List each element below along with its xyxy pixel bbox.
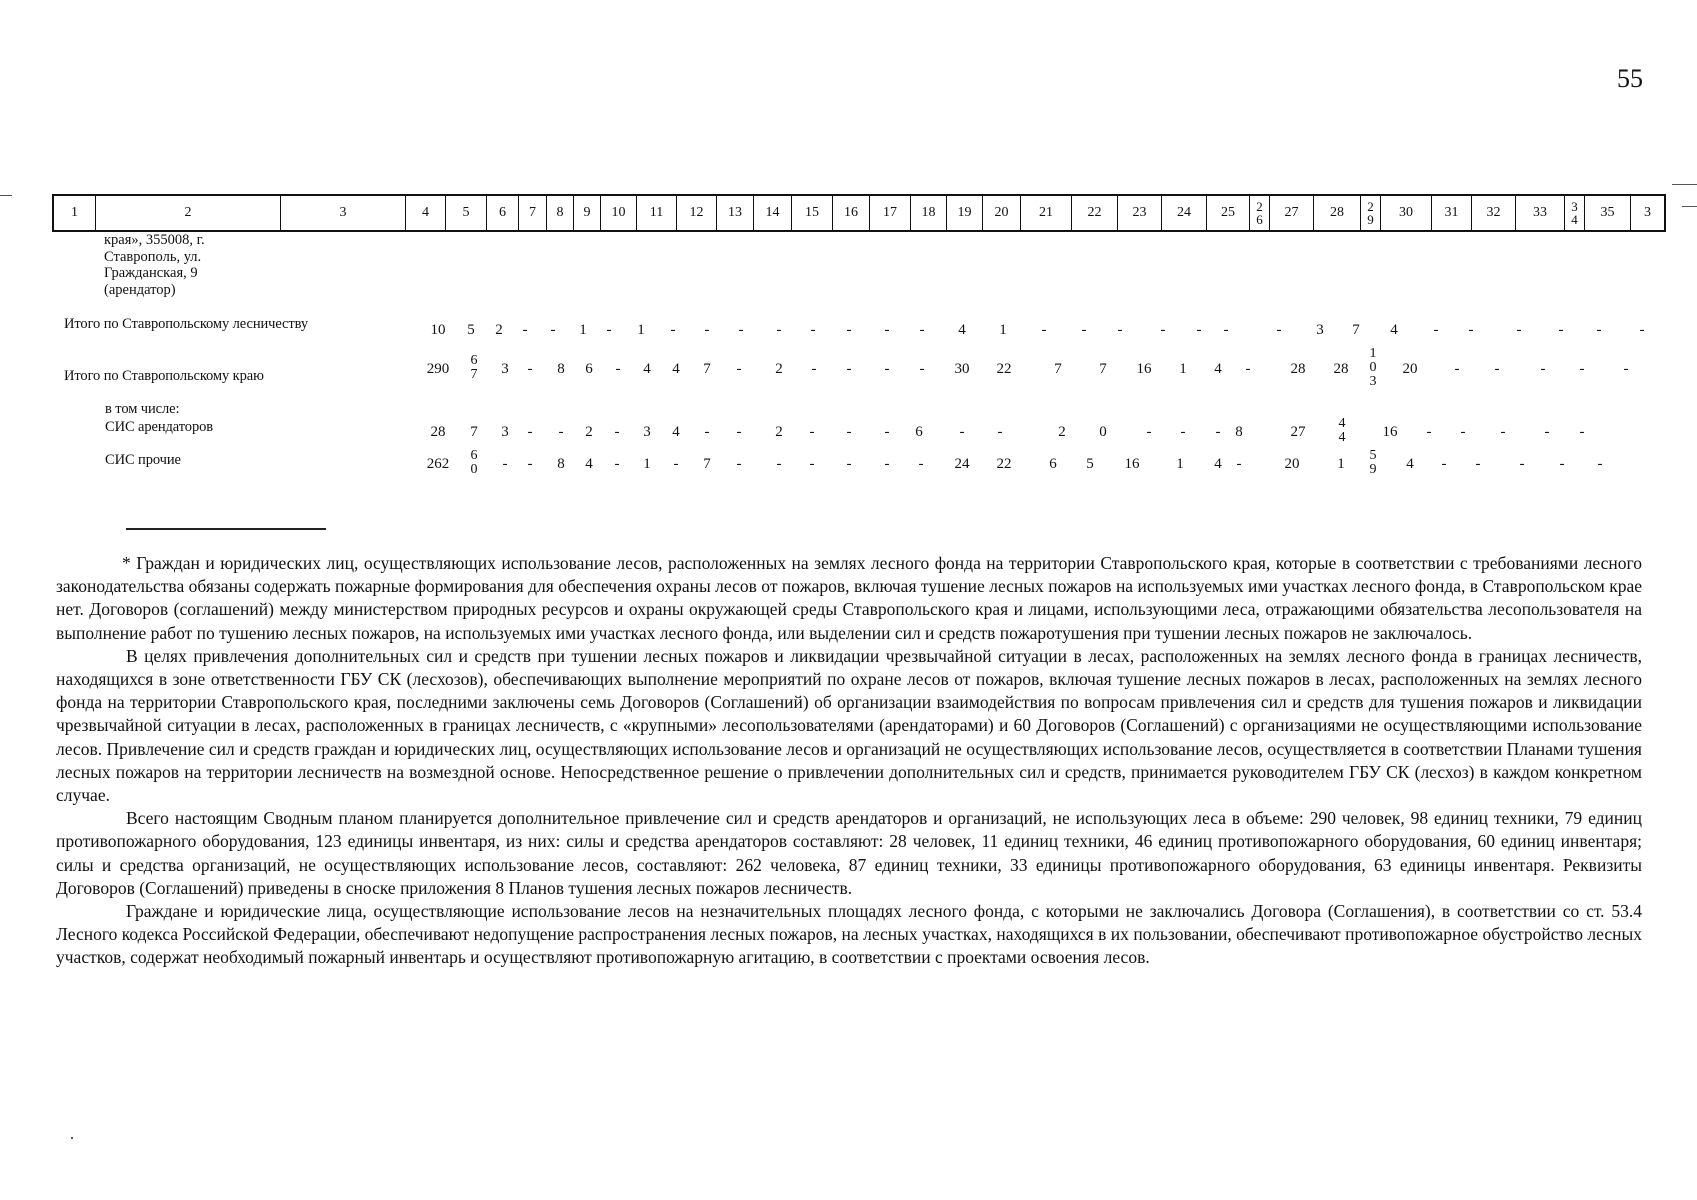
table-cell: - bbox=[997, 424, 1003, 440]
table-cell: - bbox=[1519, 456, 1525, 472]
table-cell: - bbox=[846, 456, 852, 472]
table-cell: - bbox=[1516, 322, 1522, 338]
table-cell: - bbox=[959, 424, 965, 440]
table-cell: 7 bbox=[1352, 322, 1360, 338]
table-cell: - bbox=[1196, 322, 1202, 338]
header-col-11: 11 bbox=[637, 196, 677, 230]
table-cell: 7 bbox=[1099, 361, 1107, 377]
header-col-6: 6 bbox=[487, 196, 519, 230]
table-cell: 16 bbox=[1382, 424, 1398, 440]
table-cell: 16 bbox=[1124, 456, 1140, 472]
table-cell: - bbox=[810, 322, 816, 338]
table-cell: - bbox=[614, 456, 620, 472]
stray-mark: . bbox=[70, 1126, 74, 1143]
table-cell: 27 bbox=[1290, 424, 1306, 440]
paragraph-2: Всего настоящим Сводным планом планируется дополнительное привлечение сил и средств арендаторов и организаций, не использующих леса в объеме: 290 человек, 98 единиц техники, 79 единиц противопожарного оборудования, 123 единицы инвентаря, из них: силы и средства арендаторов составляют: 28 человек, 11 единиц техники, 46 единиц противопожарного оборудования, 60 единиц инвентаря; силы и средства организаций, не осуществляющих использование лесов, составляют: 262 человека, 87 единиц техники, 33 единицы противопожарного оборудования, 63 единицы инвентаря. Реквизиты Договоров (Соглашений) приведены в сноске приложения 8 Планов тушения лесных пожаров лесничеств. bbox=[56, 808, 1642, 898]
margin-tick-left bbox=[0, 195, 12, 196]
table-cell: 28 bbox=[430, 424, 446, 440]
table-cell: 8 bbox=[557, 456, 565, 472]
header-col-29 bbox=[1361, 196, 1381, 230]
column-number-header bbox=[52, 194, 1666, 232]
table-cell: - bbox=[1146, 424, 1152, 440]
table-cell: 2 bbox=[1058, 424, 1066, 440]
table-cell: - bbox=[1454, 361, 1460, 377]
table-cell: - bbox=[1559, 456, 1565, 472]
table-cell: - bbox=[1597, 456, 1603, 472]
table-cell: - bbox=[1180, 424, 1186, 440]
table-cell: - bbox=[606, 322, 612, 338]
header-col-20: 20 bbox=[983, 196, 1021, 230]
header-col-29-part: 2 bbox=[1367, 199, 1374, 214]
header-col-28: 28 bbox=[1314, 196, 1361, 230]
header-col-22: 22 bbox=[1072, 196, 1118, 230]
table-cell: - bbox=[846, 322, 852, 338]
org-fragment-line: Гражданская, 9 bbox=[104, 265, 198, 281]
table-cell-part: 4 bbox=[1338, 416, 1346, 431]
table-cell: 4 bbox=[1214, 456, 1222, 472]
table-cell-part: 4 bbox=[1338, 430, 1346, 445]
table-cell bbox=[1370, 347, 1377, 389]
table-cell: 30 bbox=[954, 361, 970, 377]
header-col-10: 10 bbox=[601, 196, 637, 230]
header-col-1: 1 bbox=[54, 196, 96, 230]
table-cell: 1 bbox=[579, 322, 587, 338]
table-cell: - bbox=[1544, 424, 1550, 440]
table-cell: - bbox=[673, 456, 679, 472]
table-cell: 4 bbox=[1390, 322, 1398, 338]
header-col-16: 16 bbox=[833, 196, 870, 230]
table-cell: 22 bbox=[996, 361, 1012, 377]
table-cell: - bbox=[884, 456, 890, 472]
header-col-34-part: 4 bbox=[1571, 212, 1578, 227]
table-cell: - bbox=[809, 424, 815, 440]
table-cell: 22 bbox=[996, 456, 1012, 472]
table-cell: - bbox=[527, 361, 533, 377]
table-cell: 6 bbox=[915, 424, 923, 440]
table-cell bbox=[1339, 417, 1346, 445]
table-cell bbox=[1370, 449, 1377, 477]
table-cell: - bbox=[1236, 456, 1242, 472]
header-col-14: 14 bbox=[754, 196, 792, 230]
table-cell-part: 9 bbox=[1369, 462, 1377, 477]
table-cell: 7 bbox=[1054, 361, 1062, 377]
table-cell: 262 bbox=[426, 456, 450, 472]
table-cell: - bbox=[1540, 361, 1546, 377]
table-cell: 2 bbox=[495, 322, 503, 338]
table-cell: 6 bbox=[585, 361, 593, 377]
table-cell: 5 bbox=[1086, 456, 1094, 472]
table-cell: - bbox=[846, 361, 852, 377]
table-cell: - bbox=[1475, 456, 1481, 472]
header-col-18: 18 bbox=[911, 196, 947, 230]
table-cell: - bbox=[550, 322, 556, 338]
header-col-34-part: 3 bbox=[1571, 199, 1578, 214]
table-cell: 10 bbox=[430, 322, 446, 338]
table-cell: 2 bbox=[775, 424, 783, 440]
table-cell: - bbox=[1433, 322, 1439, 338]
table-cell: - bbox=[614, 424, 620, 440]
header-col-26-part: 6 bbox=[1256, 212, 1263, 227]
table-cell: 4 bbox=[672, 424, 680, 440]
table-cell: - bbox=[1623, 361, 1629, 377]
table-cell: 28 bbox=[1333, 361, 1349, 377]
table-cell: 4 bbox=[1406, 456, 1414, 472]
table-cell-part: 1 bbox=[1369, 346, 1377, 361]
table-cell-part: 6 bbox=[470, 353, 478, 368]
header-col-3: 3 bbox=[281, 196, 406, 230]
table-cell: 2 bbox=[775, 361, 783, 377]
table-cell: - bbox=[1215, 424, 1221, 440]
page-number: 55 bbox=[1617, 64, 1643, 93]
org-name-fragment bbox=[104, 232, 205, 298]
table-cell: - bbox=[558, 424, 564, 440]
header-col-29-part: 9 bbox=[1367, 212, 1374, 227]
row-label-sis-other: СИС прочие bbox=[105, 452, 181, 468]
header-col-27: 27 bbox=[1270, 196, 1314, 230]
table-cell: - bbox=[1117, 322, 1123, 338]
header-col-33: 33 bbox=[1516, 196, 1565, 230]
table-cell: 1 bbox=[637, 322, 645, 338]
org-fragment-line: края», 355008, г. bbox=[104, 232, 205, 248]
table-cell: 3 bbox=[643, 424, 651, 440]
table-cell: 3 bbox=[501, 361, 509, 377]
table-cell: - bbox=[1276, 322, 1282, 338]
table-cell-part: 6 bbox=[470, 448, 478, 463]
table-cell: - bbox=[527, 456, 533, 472]
table-cell: - bbox=[736, 456, 742, 472]
table-cell: 20 bbox=[1284, 456, 1300, 472]
table-cell: - bbox=[776, 322, 782, 338]
table-cell: - bbox=[809, 456, 815, 472]
table-cell: 16 bbox=[1136, 361, 1152, 377]
table-cell-part: 3 bbox=[1369, 374, 1377, 389]
header-col-36: 3 bbox=[1644, 205, 1651, 220]
table-cell: 7 bbox=[703, 361, 711, 377]
table-cell-part: 5 bbox=[1369, 448, 1377, 463]
table-cell: - bbox=[1596, 322, 1602, 338]
table-cell: 1 bbox=[1179, 361, 1187, 377]
header-col-8: 8 bbox=[547, 196, 574, 230]
table-cell: 4 bbox=[585, 456, 593, 472]
table-cell: 0 bbox=[1099, 424, 1107, 440]
header-col-19: 19 bbox=[947, 196, 983, 230]
header-col-5: 5 bbox=[446, 196, 487, 230]
table-cell: 5 bbox=[467, 322, 475, 338]
row-label-including: в том числе: bbox=[105, 401, 180, 417]
table-cell: 6 bbox=[1049, 456, 1057, 472]
paragraph-3: Граждане и юридические лица, осуществляющие использование лесов на незначительных площадях лесного фонда, с которыми не заключались Договора (Соглашения), в соответствии со ст. 53.4 Лесного кодекса Российской Федерации, обеспечивают недопущение распространения лесных пожаров, на лесных участках, находящихся в их пользовании, обеспечивают противопожарное обустройство лесных участков, содержат необходимый пожарный инвентарь и осуществляют противопожарную агитацию, в соответствии с проектами освоения лесов. bbox=[56, 901, 1642, 968]
header-col-31: 31 bbox=[1432, 196, 1472, 230]
table-cell: 7 bbox=[703, 456, 711, 472]
table-cell: - bbox=[1426, 424, 1432, 440]
table-cell: 3 bbox=[1316, 322, 1324, 338]
table-cell: - bbox=[1160, 322, 1166, 338]
header-col-13: 13 bbox=[717, 196, 754, 230]
header-col-21: 21 bbox=[1021, 196, 1072, 230]
table-cell: 4 bbox=[672, 361, 680, 377]
org-fragment-line: (арендатор) bbox=[104, 281, 176, 298]
table-cell: - bbox=[1245, 361, 1251, 377]
header-col-23: 23 bbox=[1118, 196, 1162, 230]
header-col-35: 35 bbox=[1585, 196, 1631, 230]
table-cell: - bbox=[1081, 322, 1087, 338]
table-cell: 20 bbox=[1402, 361, 1418, 377]
table-cell: - bbox=[1579, 361, 1585, 377]
header-col-7: 7 bbox=[519, 196, 547, 230]
table-cell: - bbox=[704, 322, 710, 338]
table-cell: - bbox=[884, 361, 890, 377]
margin-tick-right-lower bbox=[1682, 206, 1697, 207]
header-col-34 bbox=[1565, 196, 1585, 230]
table-cell: 8 bbox=[1235, 424, 1243, 440]
table-cell: - bbox=[811, 361, 817, 377]
table-cell: 3 bbox=[501, 424, 509, 440]
table-cell: - bbox=[1639, 322, 1645, 338]
table-cell-part: 7 bbox=[470, 367, 478, 382]
table-cell: - bbox=[736, 361, 742, 377]
table-cell: - bbox=[1223, 322, 1229, 338]
table-cell: 4 bbox=[958, 322, 966, 338]
header-col-24: 24 bbox=[1162, 196, 1207, 230]
table-cell: - bbox=[1579, 424, 1585, 440]
table-cell: 1 bbox=[643, 456, 651, 472]
table-cell: - bbox=[1041, 322, 1047, 338]
header-col-17: 17 bbox=[870, 196, 911, 230]
table-cell: - bbox=[1460, 424, 1466, 440]
margin-tick-right bbox=[1672, 184, 1697, 185]
table-cell: - bbox=[736, 424, 742, 440]
body-text bbox=[56, 552, 1642, 970]
table-cell: - bbox=[615, 361, 621, 377]
header-col-25: 25 bbox=[1207, 196, 1250, 230]
table-cell: - bbox=[846, 424, 852, 440]
header-col-32: 32 bbox=[1472, 196, 1516, 230]
header-col-9: 9 bbox=[574, 196, 601, 230]
table-cell: 1 bbox=[999, 322, 1007, 338]
table-cell: - bbox=[884, 424, 890, 440]
header-col-30: 30 bbox=[1381, 196, 1432, 230]
header-col-4: 4 bbox=[406, 196, 446, 230]
table-cell: 1 bbox=[1337, 456, 1345, 472]
table-cell: - bbox=[776, 456, 782, 472]
table-cell bbox=[471, 354, 478, 382]
footnote-paragraph: * Граждан и юридических лиц, осуществляющих использование лесов, расположенных на землях лесного фонда на территории Ставропольского края, которые в соответствии с требованиями лесного законодательства обязаны содержать пожарные формирования для обеспечения охраны лесов от пожаров, включая тушение лесных пожаров на используемых ими участках лесного фонда, в Ставропольском крае нет. Договоров (соглашений) между министерством природных ресурсов и охраны окружающей среды Ставропольского края и лицами, использующими леса, отражающими обязательства лесопользователя на выполнение работ по тушению лесных пожаров, на используемых ими участках лесного фонда, или выделении сил и средств пожаротушения при тушении лесных пожаров не заключалось. bbox=[56, 553, 1642, 643]
table-cell: - bbox=[522, 322, 528, 338]
table-cell-part: 0 bbox=[470, 462, 478, 477]
paragraph-1: В целях привлечения дополнительных сил и средств при тушении лесных пожаров и ликвидации чрезвычайной ситуации в лесах, расположенных на землях лесного фонда в границах лесничеств, находящихся в зоне ответственности ГБУ СК (лесхозов), обеспечивающих выполнение мероприятий по охране лесов от пожаров, включая тушение лесных пожаров в лесах, расположенных на землях лесного фонда на территории Ставропольского края, последними заключены семь Договоров (Соглашений) об организации взаимодействия по вопросам привлечения сил и средств для тушения пожаров и ликвидации чрезвычайной ситуации в лесах, расположенных в границах лесничеств, с «крупными» лесопользователями (арендаторами) и 60 Договоров (Соглашений) с организациями не осуществляющими использование лесов. Привлечение сил и средств граждан и юридических лиц, осуществляющих использование лесов и организаций не осуществляющих использование лесов, осуществляется в соответствии Планами тушения лесных пожаров на территории лесничеств на возмездной основе. Непосредственное решение о привлечении дополнительных сил и средств, принимается руководителем ГБУ СК (лесхоз) в каждом конкретном случае. bbox=[56, 645, 1642, 806]
header-col-2: 2 bbox=[96, 196, 281, 230]
header-col-12: 12 bbox=[677, 196, 717, 230]
table-cell: - bbox=[1468, 322, 1474, 338]
table-cell: - bbox=[918, 456, 924, 472]
table-cell: 290 bbox=[426, 361, 450, 377]
table-cell: - bbox=[1441, 456, 1447, 472]
table-cell: 24 bbox=[954, 456, 970, 472]
table-cell: - bbox=[704, 424, 710, 440]
table-cell: 28 bbox=[1290, 361, 1306, 377]
header-col-15: 15 bbox=[792, 196, 833, 230]
table-cell: - bbox=[738, 322, 744, 338]
table-cell bbox=[471, 449, 478, 477]
table-cell: - bbox=[670, 322, 676, 338]
table-cell: - bbox=[502, 456, 508, 472]
table-cell: - bbox=[1500, 424, 1506, 440]
header-col-26-part: 2 bbox=[1256, 199, 1263, 214]
table-cell: - bbox=[884, 322, 890, 338]
footnote-separator bbox=[126, 528, 326, 530]
table-cell: - bbox=[919, 322, 925, 338]
table-cell: 7 bbox=[470, 424, 478, 440]
table-cell: - bbox=[1558, 322, 1564, 338]
table-cell: 4 bbox=[643, 361, 651, 377]
table-cell: - bbox=[527, 424, 533, 440]
row-label-sis-tenants: СИС арендаторов bbox=[105, 419, 214, 435]
org-fragment-line: Ставрополь, ул. bbox=[104, 248, 202, 265]
row-label-stavropol-krai: Итого по Ставропольскому краю bbox=[64, 368, 264, 384]
table-cell: 1 bbox=[1176, 456, 1184, 472]
table-cell: 2 bbox=[585, 424, 593, 440]
header-col-26 bbox=[1250, 196, 1270, 230]
table-cell: - bbox=[1494, 361, 1500, 377]
table-cell: 8 bbox=[557, 361, 565, 377]
row-label-stavropol-forestry: Итого по Ставропольскому лесничеству bbox=[64, 316, 309, 332]
table-cell: 4 bbox=[1214, 361, 1222, 377]
table-cell: - bbox=[919, 361, 925, 377]
table-cell-part: 0 bbox=[1369, 360, 1377, 375]
